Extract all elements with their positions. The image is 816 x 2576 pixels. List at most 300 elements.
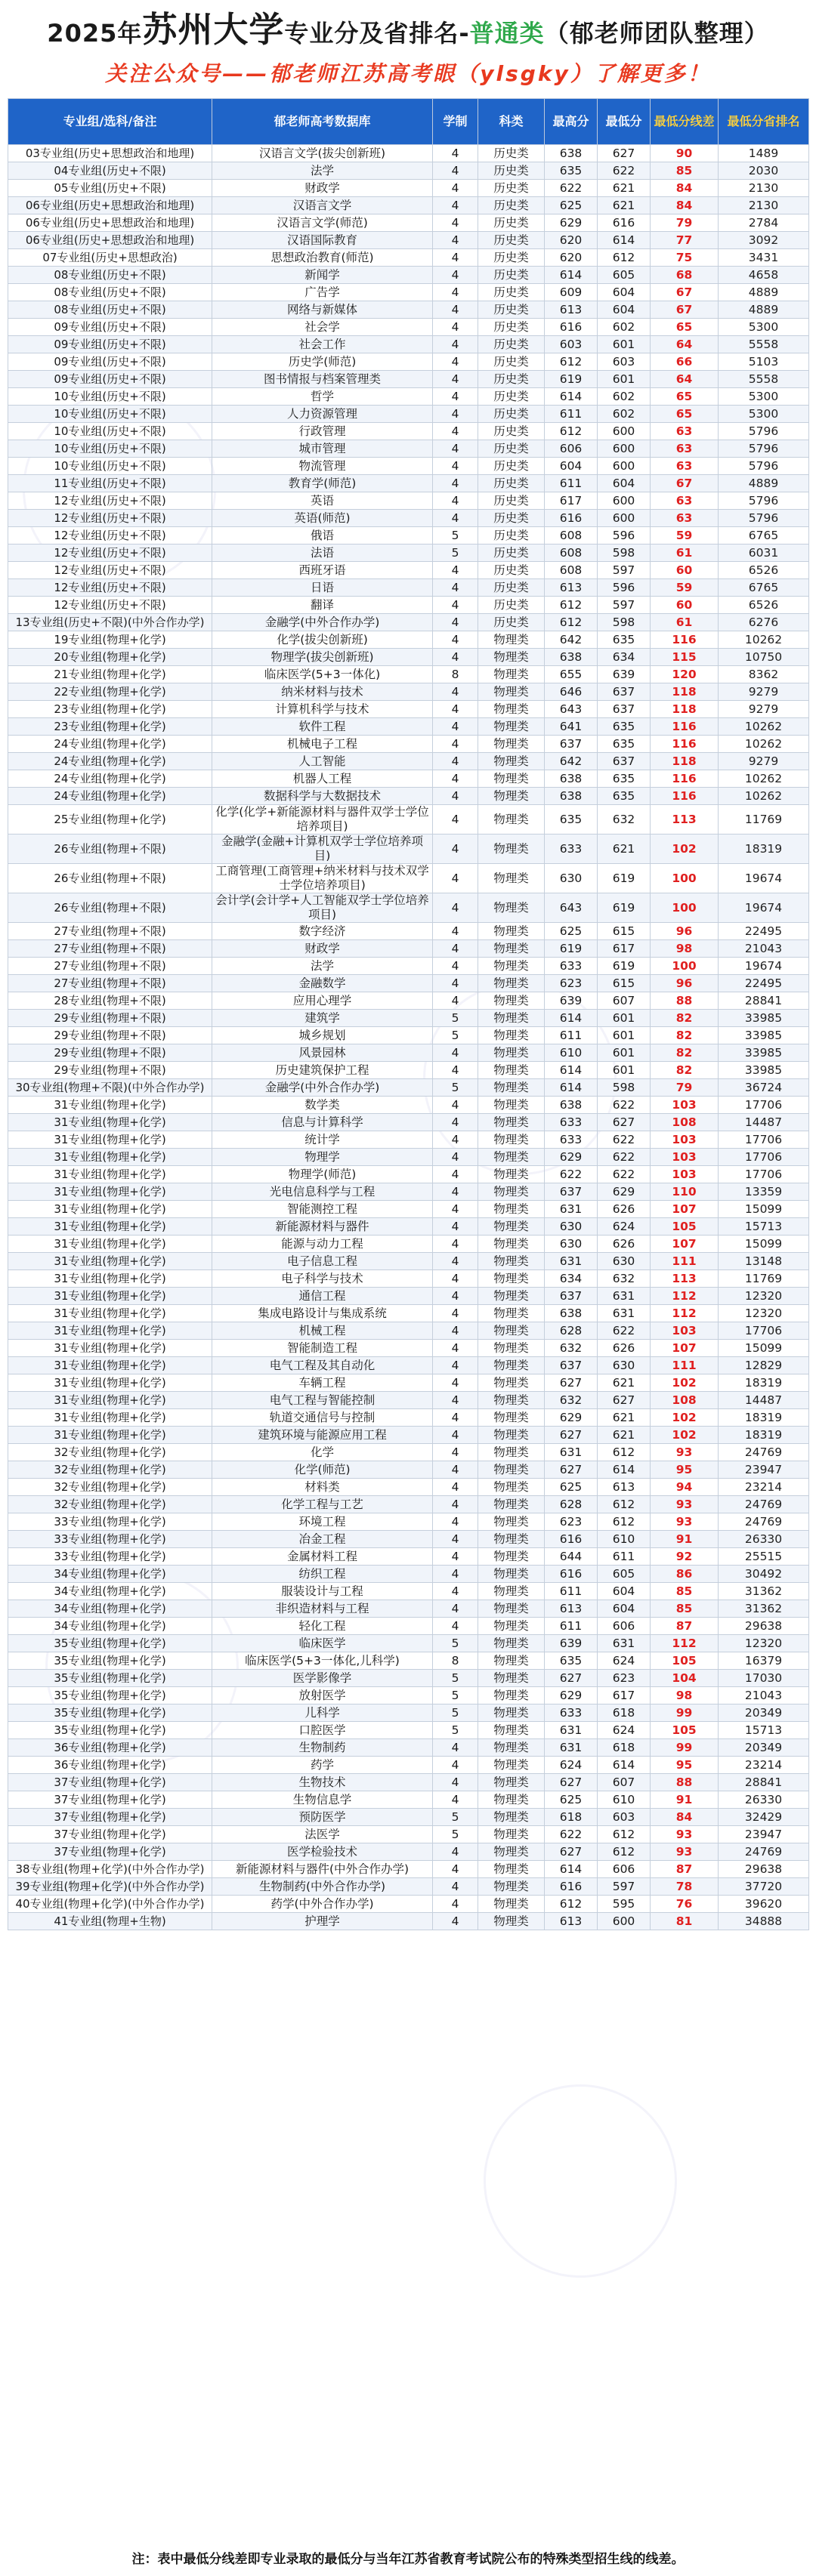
cell-province-rank: 33985 <box>719 1062 809 1079</box>
cell-province-rank: 18319 <box>719 1427 809 1444</box>
cell-province-rank: 18319 <box>719 1409 809 1427</box>
cell-group: 31专业组(物理+化学) <box>8 1131 212 1149</box>
cell-category: 物理类 <box>478 1166 545 1183</box>
cell-major: 非织造材料与工程 <box>212 1600 433 1618</box>
cell-max-score: 627 <box>545 1774 598 1791</box>
cell-years: 4 <box>433 440 478 458</box>
cell-years: 4 <box>433 180 478 197</box>
cell-province-rank: 17706 <box>719 1097 809 1114</box>
cell-category: 物理类 <box>478 1583 545 1600</box>
cell-line-diff: 115 <box>651 649 719 666</box>
score-table-container <box>8 98 808 1930</box>
cell-province-rank: 30492 <box>719 1566 809 1583</box>
cell-line-diff: 84 <box>651 197 719 214</box>
cell-max-score: 616 <box>545 1531 598 1548</box>
cell-major: 化学(师范) <box>212 1461 433 1479</box>
cell-line-diff: 108 <box>651 1392 719 1409</box>
cell-province-rank: 10262 <box>719 770 809 788</box>
cell-group: 10专业组(历史+不限) <box>8 440 212 458</box>
cell-province-rank: 3431 <box>719 249 809 267</box>
cell-line-diff: 102 <box>651 1409 719 1427</box>
cell-line-diff: 65 <box>651 388 719 406</box>
cell-major: 临床医学(5+3一体化,儿科学) <box>212 1652 433 1670</box>
cell-province-rank: 13148 <box>719 1253 809 1270</box>
cell-line-diff: 78 <box>651 1878 719 1896</box>
cell-line-diff: 76 <box>651 1896 719 1913</box>
table-row <box>8 1027 809 1044</box>
cell-group: 35专业组(物理+化学) <box>8 1635 212 1652</box>
cell-min-score: 597 <box>598 1878 651 1896</box>
cell-major: 临床医学 <box>212 1635 433 1652</box>
table-row <box>8 1288 809 1305</box>
cell-province-rank: 15099 <box>719 1201 809 1218</box>
table-row <box>8 1079 809 1097</box>
cell-line-diff: 103 <box>651 1322 719 1340</box>
cell-major: 电子科学与技术 <box>212 1270 433 1288</box>
cell-min-score: 635 <box>598 631 651 649</box>
table-row <box>8 1253 809 1270</box>
cell-group: 12专业组(历史+不限) <box>8 492 212 510</box>
cell-years: 4 <box>433 353 478 371</box>
cell-years: 4 <box>433 1618 478 1635</box>
table-row <box>8 835 809 864</box>
table-row <box>8 940 809 958</box>
cell-line-diff: 59 <box>651 527 719 545</box>
cell-min-score: 617 <box>598 940 651 958</box>
cell-min-score: 630 <box>598 1253 651 1270</box>
cell-years: 4 <box>433 718 478 736</box>
cell-major: 行政管理 <box>212 423 433 440</box>
cell-province-rank: 14487 <box>719 1392 809 1409</box>
cell-major: 俄语 <box>212 527 433 545</box>
cell-major: 放射医学 <box>212 1687 433 1704</box>
cell-group: 12专业组(历史+不限) <box>8 579 212 597</box>
cell-min-score: 600 <box>598 510 651 527</box>
cell-min-score: 631 <box>598 1635 651 1652</box>
cell-province-rank: 4889 <box>719 475 809 492</box>
cell-years: 4 <box>433 1913 478 1930</box>
cell-max-score: 643 <box>545 893 598 923</box>
cell-line-diff: 105 <box>651 1722 719 1739</box>
cell-min-score: 622 <box>598 1097 651 1114</box>
cell-group: 32专业组(物理+化学) <box>8 1479 212 1496</box>
cell-min-score: 611 <box>598 1548 651 1566</box>
cell-category: 物理类 <box>478 835 545 864</box>
cell-province-rank: 37720 <box>719 1878 809 1896</box>
cell-province-rank: 33985 <box>719 1010 809 1027</box>
cell-major: 通信工程 <box>212 1288 433 1305</box>
cell-category: 历史类 <box>478 510 545 527</box>
cell-line-diff: 65 <box>651 319 719 336</box>
cell-line-diff: 105 <box>651 1652 719 1670</box>
cell-years: 4 <box>433 492 478 510</box>
cell-max-score: 612 <box>545 1896 598 1913</box>
cell-max-score: 632 <box>545 1340 598 1357</box>
cell-group: 29专业组(物理+不限) <box>8 1027 212 1044</box>
cell-max-score: 624 <box>545 1757 598 1774</box>
cell-years: 4 <box>433 1583 478 1600</box>
cell-line-diff: 63 <box>651 510 719 527</box>
cell-category: 物理类 <box>478 1722 545 1739</box>
cell-group: 27专业组(物理+不限) <box>8 958 212 975</box>
cell-category: 物理类 <box>478 805 545 835</box>
table-row <box>8 475 809 492</box>
table-row <box>8 864 809 893</box>
cell-max-score: 631 <box>545 1201 598 1218</box>
cell-min-score: 607 <box>598 1774 651 1791</box>
cell-province-rank: 14487 <box>719 1114 809 1131</box>
cell-category: 物理类 <box>478 1826 545 1843</box>
cell-category: 历史类 <box>478 614 545 631</box>
table-row <box>8 180 809 197</box>
cell-group: 34专业组(物理+化学) <box>8 1618 212 1635</box>
cell-years: 4 <box>433 736 478 753</box>
subtitle: 关注公众号——郁老师江苏高考眼（ylsgky）了解更多！ <box>105 61 711 86</box>
cell-years: 4 <box>433 1774 478 1791</box>
cell-min-score: 614 <box>598 232 651 249</box>
table-row <box>8 145 809 162</box>
cell-major: 人工智能 <box>212 753 433 770</box>
table-row <box>8 1635 809 1652</box>
cell-min-score: 635 <box>598 770 651 788</box>
cell-group: 40专业组(物理+化学)(中外合作办学) <box>8 1896 212 1913</box>
cell-line-diff: 63 <box>651 423 719 440</box>
cell-category: 物理类 <box>478 1896 545 1913</box>
cell-years: 4 <box>433 1357 478 1374</box>
cell-line-diff: 82 <box>651 1044 719 1062</box>
cell-years: 4 <box>433 1861 478 1878</box>
cell-years: 4 <box>433 406 478 423</box>
cell-major: 集成电路设计与集成系统 <box>212 1305 433 1322</box>
cell-category: 物理类 <box>478 1114 545 1131</box>
cell-category: 物理类 <box>478 958 545 975</box>
cell-group: 39专业组(物理+化学)(中外合作办学) <box>8 1878 212 1896</box>
cell-years: 4 <box>433 579 478 597</box>
table-row <box>8 353 809 371</box>
cell-line-diff: 103 <box>651 1097 719 1114</box>
cell-min-score: 603 <box>598 1809 651 1826</box>
cell-years: 4 <box>433 1253 478 1270</box>
cell-province-rank: 19674 <box>719 958 809 975</box>
cell-province-rank: 23214 <box>719 1757 809 1774</box>
cell-group: 24专业组(物理+化学) <box>8 753 212 770</box>
table-row <box>8 1809 809 1826</box>
cell-years: 4 <box>433 1131 478 1149</box>
cell-group: 29专业组(物理+不限) <box>8 1044 212 1062</box>
cell-max-score: 635 <box>545 162 598 180</box>
table-row <box>8 406 809 423</box>
cell-major: 建筑学 <box>212 1010 433 1027</box>
table-row <box>8 614 809 631</box>
cell-category: 物理类 <box>478 683 545 701</box>
table-row <box>8 1791 809 1809</box>
cell-group: 24专业组(物理+化学) <box>8 770 212 788</box>
cell-years: 4 <box>433 319 478 336</box>
cell-province-rank: 21043 <box>719 1687 809 1704</box>
cell-max-score: 638 <box>545 145 598 162</box>
cell-min-score: 595 <box>598 1896 651 1913</box>
cell-category: 物理类 <box>478 1843 545 1861</box>
cell-group: 09专业组(历史+不限) <box>8 353 212 371</box>
cell-max-score: 608 <box>545 527 598 545</box>
table-row <box>8 1149 809 1166</box>
cell-min-score: 618 <box>598 1739 651 1757</box>
cell-years: 4 <box>433 162 478 180</box>
cell-min-score: 601 <box>598 1044 651 1062</box>
cell-min-score: 632 <box>598 1270 651 1288</box>
cell-category: 物理类 <box>478 1687 545 1704</box>
cell-years: 4 <box>433 923 478 940</box>
cell-group: 37专业组(物理+化学) <box>8 1809 212 1826</box>
cell-category: 历史类 <box>478 545 545 562</box>
cell-min-score: 604 <box>598 475 651 492</box>
cell-min-score: 622 <box>598 1131 651 1149</box>
cell-max-score: 629 <box>545 1149 598 1166</box>
cell-years: 5 <box>433 1809 478 1826</box>
table-row <box>8 1687 809 1704</box>
cell-category: 物理类 <box>478 1496 545 1513</box>
cell-group: 06专业组(历史+思想政治和地理) <box>8 197 212 214</box>
cell-province-rank: 31362 <box>719 1583 809 1600</box>
table-row <box>8 301 809 319</box>
cell-years: 4 <box>433 1427 478 1444</box>
cell-line-diff: 110 <box>651 1183 719 1201</box>
cell-major: 环境工程 <box>212 1513 433 1531</box>
cell-max-score: 633 <box>545 835 598 864</box>
cell-category: 物理类 <box>478 992 545 1010</box>
table-row <box>8 197 809 214</box>
cell-group: 27专业组(物理+不限) <box>8 923 212 940</box>
cell-major: 英语 <box>212 492 433 510</box>
cell-province-rank: 12320 <box>719 1305 809 1322</box>
table-row <box>8 992 809 1010</box>
cell-years: 4 <box>433 597 478 614</box>
cell-group: 12专业组(历史+不限) <box>8 597 212 614</box>
cell-years: 4 <box>433 301 478 319</box>
cell-max-score: 616 <box>545 319 598 336</box>
cell-years: 4 <box>433 1843 478 1861</box>
cell-category: 物理类 <box>478 649 545 666</box>
cell-years: 4 <box>433 562 478 579</box>
cell-major: 能源与动力工程 <box>212 1236 433 1253</box>
cell-major: 工商管理(工商管理+纳米材料与技术双学士学位培养项目) <box>212 864 433 893</box>
cell-category: 物理类 <box>478 1652 545 1670</box>
cell-max-score: 637 <box>545 1183 598 1201</box>
table-row <box>8 701 809 718</box>
cell-province-rank: 19674 <box>719 893 809 923</box>
cell-max-score: 614 <box>545 1010 598 1027</box>
cell-category: 物理类 <box>478 1548 545 1566</box>
col-header-category: 科类 <box>478 99 545 145</box>
cell-category: 物理类 <box>478 1618 545 1635</box>
cell-major: 图书情报与档案管理类 <box>212 371 433 388</box>
cell-max-score: 634 <box>545 1270 598 1288</box>
cell-min-score: 635 <box>598 788 651 805</box>
cell-max-score: 625 <box>545 923 598 940</box>
cell-group: 11专业组(历史+不限) <box>8 475 212 492</box>
cell-province-rank: 24769 <box>719 1513 809 1531</box>
cell-group: 29专业组(物理+不限) <box>8 1010 212 1027</box>
table-row <box>8 1600 809 1618</box>
cell-major: 新能源材料与器件 <box>212 1218 433 1236</box>
cell-line-diff: 93 <box>651 1843 719 1861</box>
table-row <box>8 666 809 683</box>
cell-category: 物理类 <box>478 1357 545 1374</box>
table-row <box>8 923 809 940</box>
cell-province-rank: 9279 <box>719 683 809 701</box>
cell-province-rank: 17706 <box>719 1322 809 1340</box>
cell-province-rank: 17706 <box>719 1149 809 1166</box>
cell-line-diff: 59 <box>651 579 719 597</box>
cell-province-rank: 17030 <box>719 1670 809 1687</box>
cell-major: 临床医学(5+3一体化) <box>212 666 433 683</box>
cell-category: 物理类 <box>478 1236 545 1253</box>
cell-group: 31专业组(物理+化学) <box>8 1288 212 1305</box>
cell-category: 物理类 <box>478 923 545 940</box>
cell-min-score: 629 <box>598 1183 651 1201</box>
cell-group: 31专业组(物理+化学) <box>8 1253 212 1270</box>
cell-min-score: 637 <box>598 683 651 701</box>
cell-max-score: 638 <box>545 1097 598 1114</box>
cell-category: 物理类 <box>478 975 545 992</box>
cell-years: 4 <box>433 1218 478 1236</box>
cell-max-score: 638 <box>545 770 598 788</box>
table-row <box>8 1409 809 1427</box>
cell-major: 智能测控工程 <box>212 1201 433 1218</box>
cell-group: 32专业组(物理+化学) <box>8 1496 212 1513</box>
table-body <box>8 145 809 1930</box>
cell-province-rank: 6031 <box>719 545 809 562</box>
cell-major: 汉语言文学 <box>212 197 433 214</box>
cell-min-score: 601 <box>598 1010 651 1027</box>
cell-line-diff: 107 <box>651 1340 719 1357</box>
cell-line-diff: 103 <box>651 1131 719 1149</box>
cell-group: 31专业组(物理+化学) <box>8 1427 212 1444</box>
cell-min-score: 600 <box>598 1913 651 1930</box>
cell-line-diff: 84 <box>651 1809 719 1826</box>
cell-max-score: 603 <box>545 336 598 353</box>
cell-category: 历史类 <box>478 249 545 267</box>
cell-category: 历史类 <box>478 232 545 249</box>
cell-min-score: 622 <box>598 162 651 180</box>
cell-major: 材料类 <box>212 1479 433 1496</box>
cell-max-score: 616 <box>545 1566 598 1583</box>
cell-years: 4 <box>433 510 478 527</box>
cell-group: 33专业组(物理+化学) <box>8 1513 212 1531</box>
cell-min-score: 598 <box>598 1079 651 1097</box>
cell-line-diff: 116 <box>651 631 719 649</box>
cell-years: 4 <box>433 1062 478 1079</box>
cell-category: 物理类 <box>478 864 545 893</box>
cell-min-score: 612 <box>598 1444 651 1461</box>
cell-province-rank: 19674 <box>719 864 809 893</box>
cell-max-score: 637 <box>545 1357 598 1374</box>
cell-group: 28专业组(物理+不限) <box>8 992 212 1010</box>
table-header-row <box>8 99 809 145</box>
cell-category: 历史类 <box>478 562 545 579</box>
cell-major: 网络与新媒体 <box>212 301 433 319</box>
table-row <box>8 1201 809 1218</box>
cell-major: 风景园林 <box>212 1044 433 1062</box>
cell-province-rank: 15713 <box>719 1218 809 1236</box>
cell-line-diff: 95 <box>651 1461 719 1479</box>
cell-max-score: 611 <box>545 1618 598 1635</box>
cell-min-score: 621 <box>598 180 651 197</box>
cell-max-score: 614 <box>545 267 598 284</box>
cell-line-diff: 107 <box>651 1236 719 1253</box>
cell-years: 4 <box>433 423 478 440</box>
cell-min-score: 619 <box>598 864 651 893</box>
cell-years: 4 <box>433 893 478 923</box>
cell-years: 5 <box>433 1010 478 1027</box>
cell-province-rank: 39620 <box>719 1896 809 1913</box>
cell-province-rank: 4889 <box>719 301 809 319</box>
cell-line-diff: 63 <box>651 458 719 475</box>
table-row <box>8 1878 809 1896</box>
cell-category: 历史类 <box>478 180 545 197</box>
cell-min-score: 631 <box>598 1288 651 1305</box>
cell-min-score: 621 <box>598 1409 651 1427</box>
cell-line-diff: 93 <box>651 1444 719 1461</box>
cell-province-rank: 36724 <box>719 1079 809 1097</box>
cell-major: 法学 <box>212 162 433 180</box>
cell-line-diff: 60 <box>651 562 719 579</box>
cell-years: 4 <box>433 683 478 701</box>
cell-line-diff: 93 <box>651 1513 719 1531</box>
cell-max-score: 616 <box>545 1878 598 1896</box>
cell-max-score: 637 <box>545 1288 598 1305</box>
cell-max-score: 632 <box>545 1392 598 1409</box>
cell-category: 物理类 <box>478 1427 545 1444</box>
cell-group: 31专业组(物理+化学) <box>8 1322 212 1340</box>
cell-line-diff: 67 <box>651 284 719 301</box>
cell-province-rank: 1489 <box>719 145 809 162</box>
cell-major: 金属材料工程 <box>212 1548 433 1566</box>
cell-line-diff: 111 <box>651 1253 719 1270</box>
cell-years: 5 <box>433 1704 478 1722</box>
table-row <box>8 1548 809 1566</box>
cell-years: 4 <box>433 614 478 631</box>
cell-group: 22专业组(物理+化学) <box>8 683 212 701</box>
cell-province-rank: 11769 <box>719 1270 809 1288</box>
cell-province-rank: 16379 <box>719 1652 809 1670</box>
cell-line-diff: 113 <box>651 805 719 835</box>
cell-major: 金融学(中外合作办学) <box>212 1079 433 1097</box>
col-header-max-score: 最高分 <box>545 99 598 145</box>
cell-category: 物理类 <box>478 1913 545 1930</box>
cell-group: 35专业组(物理+化学) <box>8 1722 212 1739</box>
cell-min-score: 602 <box>598 406 651 423</box>
cell-category: 物理类 <box>478 893 545 923</box>
cell-min-score: 635 <box>598 718 651 736</box>
cell-max-score: 620 <box>545 232 598 249</box>
table-row <box>8 893 809 923</box>
cell-group: 12专业组(历史+不限) <box>8 510 212 527</box>
cell-major: 数据科学与大数据技术 <box>212 788 433 805</box>
cell-line-diff: 60 <box>651 597 719 614</box>
cell-min-score: 602 <box>598 319 651 336</box>
cell-major: 药学 <box>212 1757 433 1774</box>
cell-category: 历史类 <box>478 336 545 353</box>
cell-min-score: 612 <box>598 1826 651 1843</box>
table-row <box>8 649 809 666</box>
cell-group: 26专业组(物理+不限) <box>8 893 212 923</box>
cell-min-score: 621 <box>598 197 651 214</box>
cell-min-score: 614 <box>598 1757 651 1774</box>
cell-years: 4 <box>433 1896 478 1913</box>
cell-group: 31专业组(物理+化学) <box>8 1357 212 1374</box>
cell-line-diff: 85 <box>651 1583 719 1600</box>
